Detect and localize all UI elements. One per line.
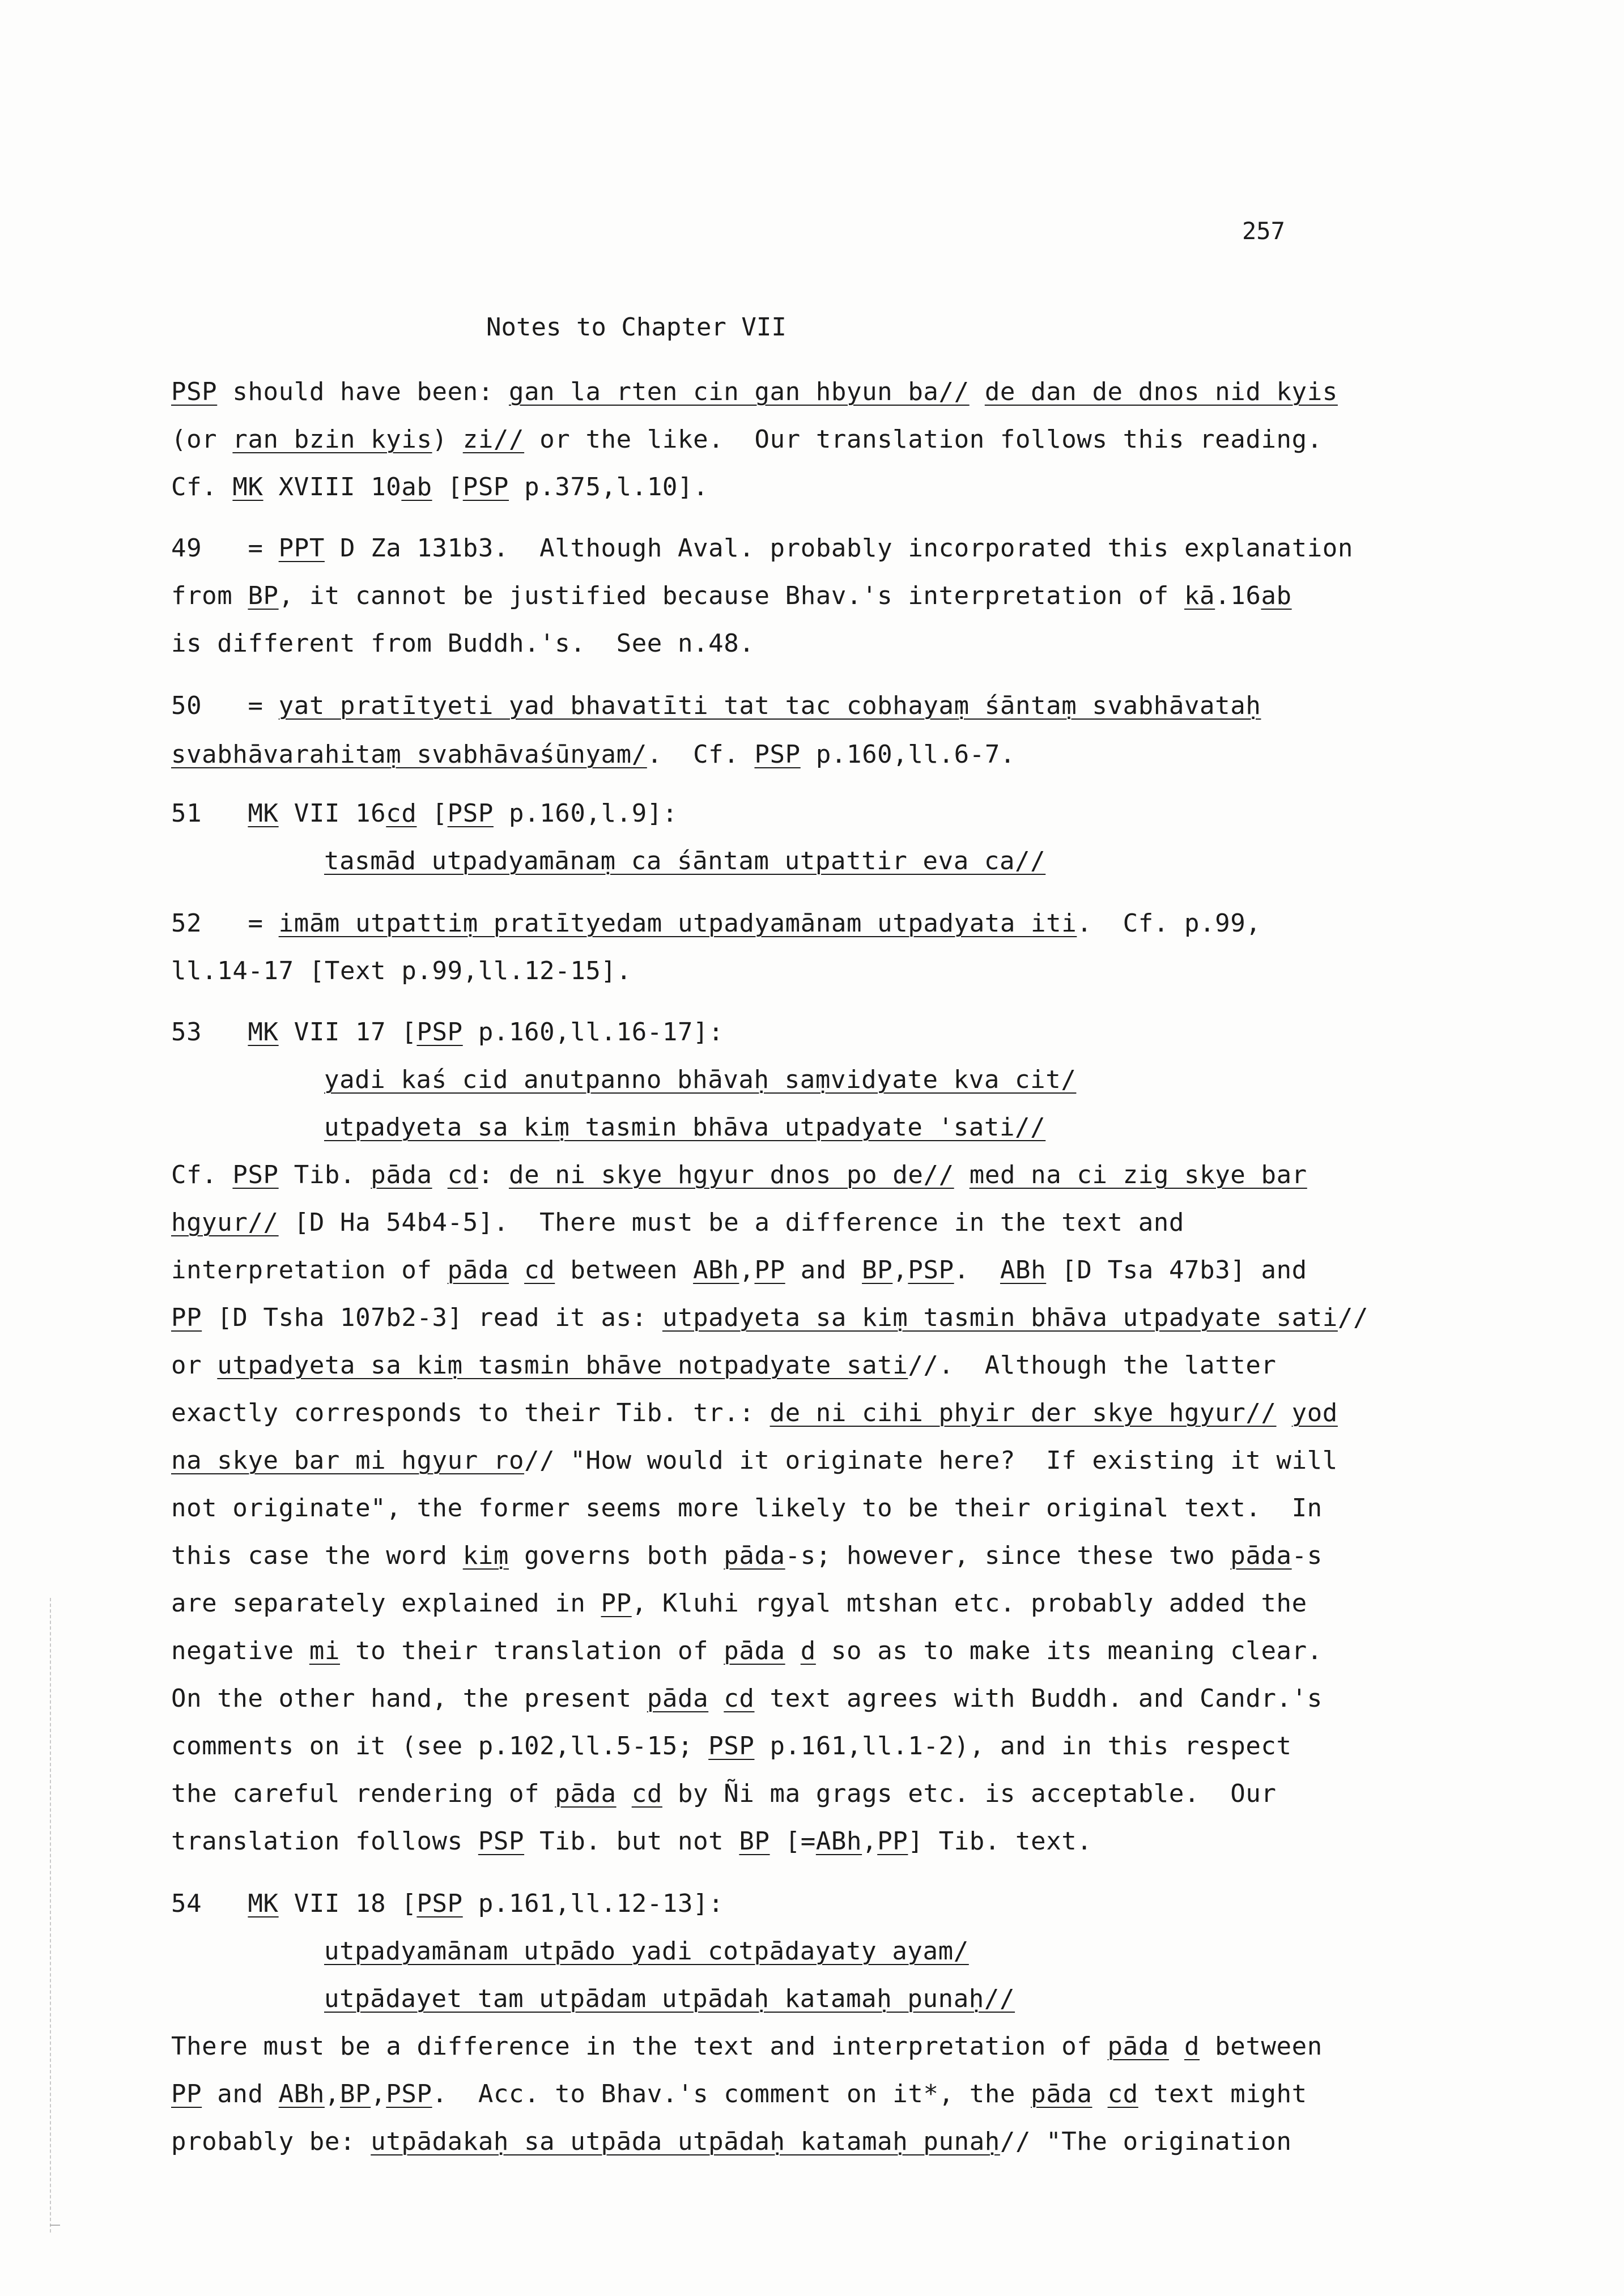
text-line (171, 2031, 1323, 2062)
text-run: p.160,ll.16-17]: (462, 1018, 724, 1047)
underlined-term: PSP (171, 377, 218, 406)
text-run: 52 = (171, 909, 279, 938)
underlined-term: ABh (1000, 1256, 1047, 1285)
underlined-term: BP (248, 581, 279, 610)
text-run: 51 (171, 799, 248, 828)
text-run: are separately explained in (171, 1589, 601, 1618)
underlined-term: utpadyeta sa kiṃ tasmin bhāva utpadyate sati (662, 1303, 1338, 1332)
text-run: [D Tsha 107b2-3] read it as: (202, 1303, 662, 1332)
text-run (970, 377, 985, 406)
underlined-term: tasmād utpadyamānaṃ ca śāntam utpattir eva ca// (324, 847, 1046, 875)
text-run: VII 18 [ (278, 1889, 417, 1918)
underlined-term: PSP (462, 473, 509, 501)
underlined-term: utpādakaḥ sa utpāda utpādaḥ katamaḥ punaḥ (371, 2127, 1000, 2156)
text-run: XVIII 10 (263, 473, 402, 501)
text-line (171, 691, 1261, 721)
text-run: governs both (509, 1541, 724, 1570)
text-line (324, 1936, 969, 1967)
underlined-term: hgyur// (171, 1208, 279, 1237)
text-run: . Cf. (647, 740, 755, 769)
text-line (171, 2127, 1292, 2157)
text-run: p.161,ll.12-13]: (462, 1889, 724, 1918)
underlined-term: pāda (647, 1684, 709, 1713)
underlined-term: pāda (724, 1636, 785, 1665)
text-line (171, 581, 1292, 611)
text-run: , (892, 1256, 908, 1285)
underlined-term: kā (1184, 581, 1215, 610)
underlined-term: MK (248, 799, 279, 828)
text-run: the careful rendering of (171, 1779, 555, 1808)
text-line (171, 1017, 724, 1048)
underlined-term: ABh (693, 1256, 739, 1285)
text-run: Tib. but not (524, 1827, 739, 1856)
text-line (324, 1065, 1076, 1095)
text-run: On the other hand, the present (171, 1684, 647, 1713)
underlined-term: ab (401, 473, 432, 501)
text-run: is different from Buddh.'s. See n.48. (171, 629, 755, 658)
underlined-term: zi// (462, 425, 525, 454)
underlined-term: PSP (416, 1018, 463, 1047)
text-line (171, 1207, 1184, 1238)
text-line (171, 798, 678, 829)
text-line (171, 1303, 1368, 1333)
text-line (171, 1445, 1338, 1476)
underlined-term: pāda (1107, 2032, 1169, 2061)
text-run (432, 1160, 448, 1189)
text-line (171, 1889, 724, 1919)
text-run: , Kluhi rgyal mtshan etc. probably added the (631, 1589, 1307, 1618)
text-run: ) (432, 425, 463, 454)
text-run: [ (416, 799, 448, 828)
underlined-term: PP (171, 2080, 202, 2108)
underlined-term: ABh (278, 2080, 325, 2108)
text-run: translation follows (171, 1827, 478, 1856)
underlined-term: pāda (555, 1779, 617, 1808)
text-run: VII 16 (278, 799, 386, 828)
text-line (171, 472, 708, 503)
underlined-term: yat pratītyeti yad bhavatīti tat tac cobhayaṃ śāntaṃ svabhāvataḥ (278, 691, 1261, 720)
underlined-term: cd (524, 1256, 555, 1285)
text-run: , (862, 1827, 878, 1856)
underlined-term: PSP (478, 1827, 525, 1856)
underlined-term: cd (1107, 2080, 1138, 2108)
underlined-term: PP (877, 1827, 908, 1856)
text-run: and (202, 2080, 279, 2108)
text-run: // "The origination (1000, 2127, 1292, 2156)
underlined-term: de ni cihi phyir der skye hgyur// (770, 1398, 1277, 1427)
text-run: [ (432, 473, 463, 501)
underlined-term: yadi kaś cid anutpanno bhāvaḥ saṃvidyate kva cit/ (324, 1065, 1077, 1094)
text-run: ] Tib. text. (908, 1827, 1092, 1856)
underlined-term: d (800, 1636, 816, 1665)
text-run: p.160,ll.6-7. (800, 740, 1015, 769)
text-run: negative (171, 1636, 309, 1665)
text-run (954, 1160, 970, 1189)
text-run: There must be a difference in the text and interpretation of (171, 2032, 1108, 2061)
text-run: // (1337, 1303, 1369, 1332)
underlined-term: utpadyeta sa kiṃ tasmin bhāve notpadyate sati (217, 1351, 908, 1380)
text-line (171, 2079, 1307, 2110)
underlined-term: utpādayet tam utpādam utpādaḥ katamaḥ punaḥ// (324, 1984, 1015, 2013)
underlined-term: svabhāvarahitaṃ svabhāvaśūnyam/ (171, 740, 647, 769)
text-run (708, 1684, 724, 1713)
text-run: so as to make its meaning clear. (815, 1636, 1323, 1665)
text-run: 53 (171, 1018, 248, 1047)
underlined-term: ran bzin kyis (232, 425, 432, 454)
text-run: should have been: (217, 377, 509, 406)
underlined-term: MK (248, 1018, 279, 1047)
text-run: [D Tsa 47b3] and (1046, 1256, 1307, 1285)
underlined-term: pāda (1230, 1541, 1292, 1570)
page-number: 257 (1242, 217, 1285, 245)
text-run (1277, 1398, 1292, 1427)
underlined-term: BP (340, 2080, 371, 2108)
underlined-term: mi (309, 1636, 340, 1665)
underlined-term: MK (248, 1889, 279, 1918)
text-run: .16 (1215, 581, 1261, 610)
text-run: [= (770, 1827, 816, 1856)
underlined-term: PSP (416, 1889, 463, 1918)
text-line (171, 533, 1353, 564)
underlined-term: cd (386, 799, 417, 828)
underlined-term: ab (1261, 581, 1292, 610)
text-run: between (1200, 2032, 1323, 2061)
underlined-term: pāda (371, 1160, 432, 1189)
underlined-term: cd (631, 1779, 662, 1808)
text-line (171, 1350, 1277, 1381)
text-line (171, 739, 1015, 770)
text-run: VII 17 [ (278, 1018, 417, 1047)
text-line (171, 1255, 1307, 1286)
text-run: comments on it (see p.102,ll.5-15; (171, 1732, 709, 1761)
underlined-term: de ni skye hgyur dnos po de// (509, 1160, 954, 1189)
underlined-term: BP (862, 1256, 893, 1285)
text-run: between (555, 1256, 694, 1285)
text-run (785, 1636, 801, 1665)
text-run: exactly corresponds to their Tib. tr.: (171, 1398, 770, 1427)
text-run: Tib. (278, 1160, 371, 1189)
text-line (171, 1398, 1338, 1428)
text-run: interpretation of (171, 1256, 448, 1285)
text-run: , it cannot be justified because Bhav.'s interpretation of (278, 581, 1184, 610)
text-run: text might (1138, 2080, 1307, 2108)
underlined-term: na skye bar mi hgyur ro (171, 1446, 525, 1475)
text-line (324, 1984, 1015, 2014)
underlined-term: PSP (232, 1160, 279, 1189)
text-run: Cf. (171, 473, 233, 501)
text-run: p.160,l.9]: (493, 799, 678, 828)
text-run: or (171, 1351, 218, 1380)
text-run: or the like. Our translation follows this reading. (524, 425, 1323, 454)
text-run: this case the word (171, 1541, 463, 1570)
text-run: : (478, 1160, 509, 1189)
underlined-term: gan la rten cin gan hbyun ba// (509, 377, 970, 406)
text-run: text agrees with Buddh. and Candr.'s (754, 1684, 1323, 1713)
text-run: [D Ha 54b4-5]. There must be a difference in the text and (278, 1208, 1184, 1237)
text-run: p.161,ll.1-2), and in this respect (754, 1732, 1292, 1761)
underlined-term: yod (1291, 1398, 1338, 1427)
text-run: // "How would it originate here? If existing it will (524, 1446, 1338, 1475)
text-run: . (954, 1256, 1000, 1285)
text-run (1169, 2032, 1184, 2061)
text-run: D Za 131b3. Although Aval. probably incorporated this explanation (324, 534, 1353, 563)
underlined-term: BP (739, 1827, 770, 1856)
text-run (617, 1779, 632, 1808)
text-line (171, 1731, 1292, 1762)
text-line (171, 1683, 1323, 1714)
margin-tick (50, 2225, 60, 2226)
underlined-term: de dan de dnos nid kyis (984, 377, 1338, 406)
text-run (509, 1256, 524, 1285)
underlined-term: pāda (447, 1256, 509, 1285)
text-line (171, 1160, 1307, 1190)
text-run: -s; however, since these two (785, 1541, 1231, 1570)
underlined-term: PP (171, 1303, 202, 1332)
text-line (324, 1112, 1045, 1143)
text-run: probably be: (171, 2127, 371, 2156)
underlined-term: MK (232, 473, 263, 501)
text-run: . Acc. to Bhav.'s comment on it*, the (432, 2080, 1031, 2108)
underlined-term: PSP (908, 1256, 954, 1285)
text-run (1092, 2080, 1107, 2108)
text-run: not originate", the former seems more likely to be their original text. In (171, 1494, 1323, 1523)
text-run: 50 = (171, 691, 279, 720)
text-run: (or (171, 425, 233, 454)
underlined-term: PSP (386, 2080, 432, 2108)
text-line (171, 1541, 1323, 1571)
underlined-term: pāda (1031, 2080, 1092, 2108)
underlined-term: d (1184, 2032, 1200, 2061)
underlined-term: kiṃ (462, 1541, 509, 1570)
text-run: p.375,l.10]. (509, 473, 709, 501)
text-line (171, 424, 1323, 455)
text-line (324, 846, 1045, 877)
underlined-term: PSP (754, 740, 801, 769)
text-run: -s (1291, 1541, 1323, 1570)
chapter-notes-heading: Notes to Chapter VII (486, 313, 787, 342)
text-line (171, 1636, 1323, 1666)
text-line (171, 1588, 1307, 1619)
text-line (171, 1779, 1277, 1809)
text-line (171, 1493, 1323, 1524)
text-run: , (739, 1256, 755, 1285)
underlined-term: PP (601, 1589, 632, 1618)
text-run: Cf. (171, 1160, 233, 1189)
text-run: from (171, 581, 248, 610)
text-run: //. Although the latter (908, 1351, 1277, 1380)
text-run: by Ñi ma grags etc. is acceptable. Our (662, 1779, 1277, 1808)
text-run: to their translation of (340, 1636, 724, 1665)
text-line (171, 628, 754, 659)
underlined-term: utpadyamānam utpādo yadi cotpādayaty ayam/ (324, 1937, 969, 1966)
text-run: . Cf. p.99, (1077, 909, 1261, 938)
text-line (171, 1826, 1092, 1857)
text-run: , (371, 2080, 386, 2108)
underlined-term: pāda (724, 1541, 785, 1570)
underlined-term: cd (724, 1684, 755, 1713)
underlined-term: ABh (815, 1827, 862, 1856)
underlined-term: utpadyeta sa kiṃ tasmin bhāva utpadyate 'sati// (324, 1113, 1046, 1142)
text-run: ll.14-17 [Text p.99,ll.12-15]. (171, 956, 632, 985)
underlined-term: PSP (708, 1732, 755, 1761)
text-line (171, 908, 1261, 939)
margin-rule (50, 1598, 51, 2233)
text-run: and (785, 1256, 862, 1285)
underlined-term: PSP (447, 799, 494, 828)
underlined-term: cd (447, 1160, 478, 1189)
text-line (171, 377, 1338, 407)
underlined-term: imām utpattiṃ pratītyedam utpadyamānam utpadyata iti (278, 909, 1077, 938)
text-run: 54 (171, 1889, 248, 1918)
underlined-term: med na ci zig skye bar (969, 1160, 1307, 1189)
underlined-term: PPT (278, 534, 325, 563)
text-line (171, 956, 632, 987)
text-run: , (324, 2080, 341, 2108)
underlined-term: PP (754, 1256, 785, 1285)
text-run: 49 = (171, 534, 279, 563)
